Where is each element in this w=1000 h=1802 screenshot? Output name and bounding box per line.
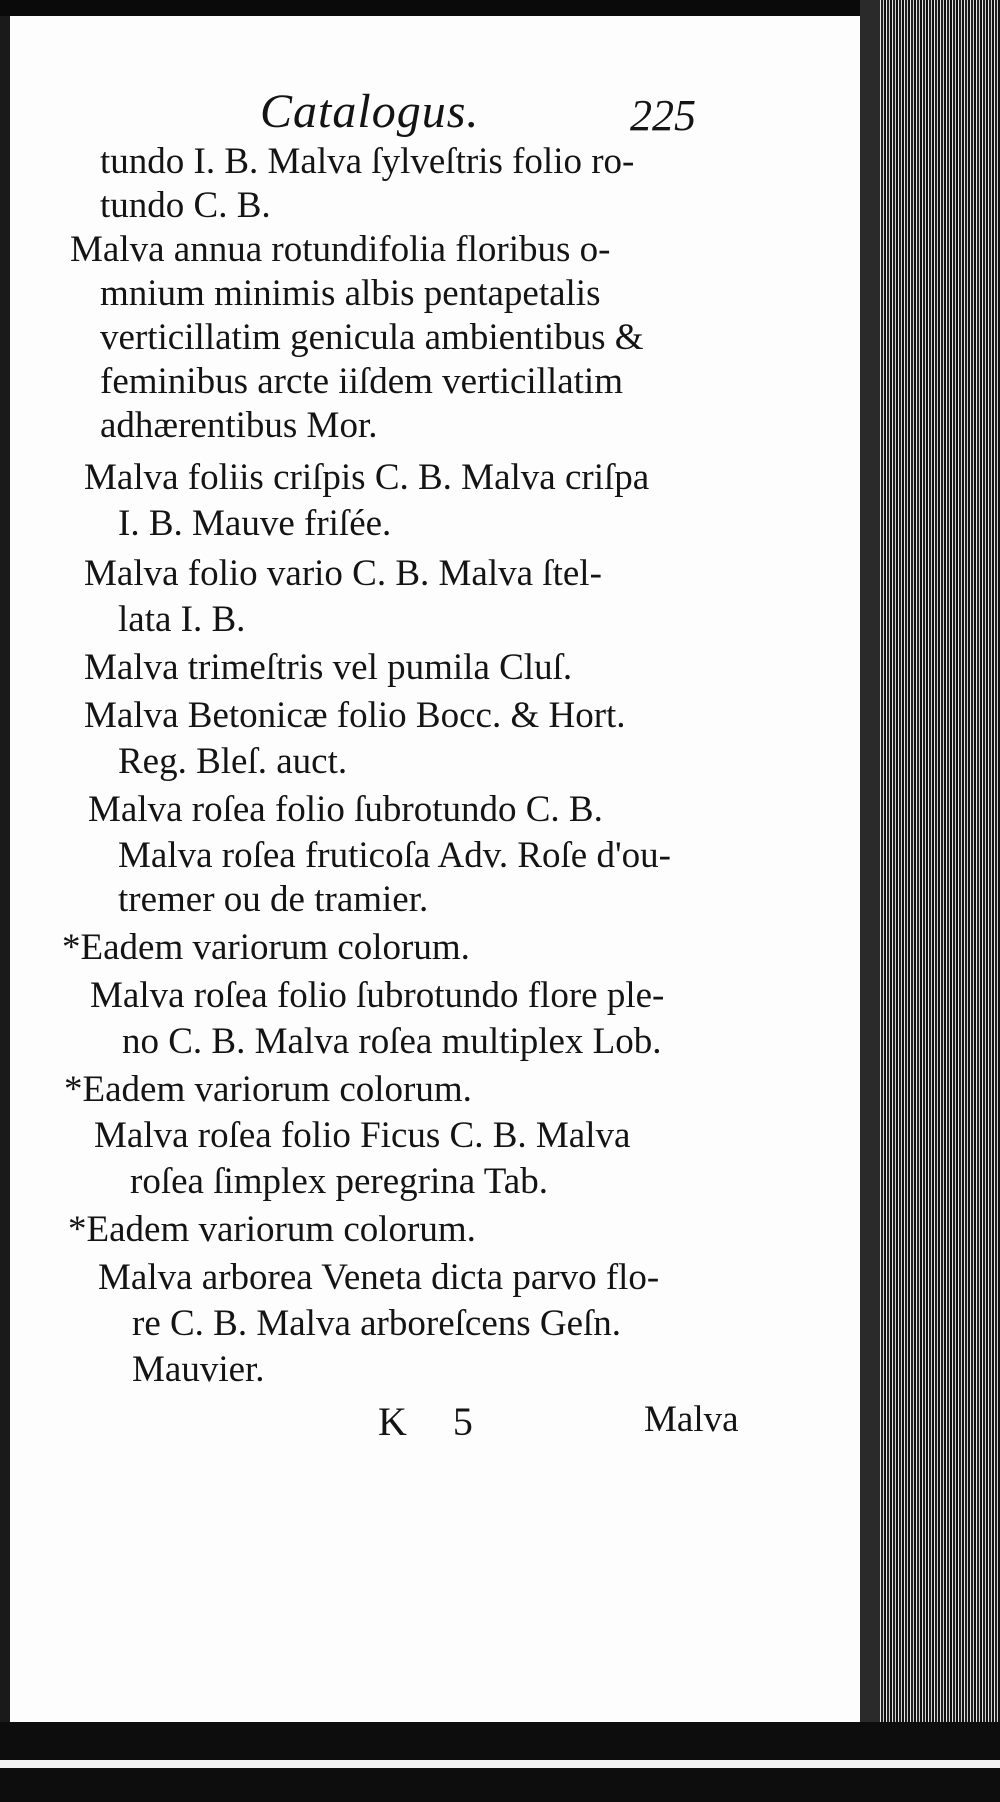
text-line: verticillatim genicula ambientibus & [100, 317, 644, 358]
text-line: Malva trimeſtris vel pumila Cluſ. [84, 647, 573, 688]
text-line: tundo C. B. [100, 185, 271, 226]
text-line: Malva arborea Veneta dicta parvo flo- [98, 1257, 660, 1298]
text-line: adhærentibus Mor. [100, 405, 378, 446]
text-line: Malva roſea folio Ficus C. B. Malva [94, 1115, 631, 1156]
catchword: Malva [644, 1399, 739, 1440]
gutter-shadow [860, 0, 880, 1722]
text-line: *Eadem variorum colorum. [64, 1069, 472, 1110]
scan-top-border [0, 0, 1000, 16]
text-line: roſea ſimplex peregrina Tab. [130, 1161, 548, 1202]
signature-mark: K 5 [378, 1399, 491, 1444]
scan-left-border [0, 16, 10, 1722]
text-line: mnium minimis albis pentapetalis [100, 273, 601, 314]
text-line: *Eadem variorum colorum. [68, 1209, 476, 1250]
text-line: tremer ou de tramier. [118, 879, 429, 920]
text-line: Malva folio vario C. B. Malva ſtel- [84, 553, 602, 594]
text-line: re C. B. Malva arboreſcens Geſn. [132, 1303, 622, 1344]
text-line: tundo I. B. Malva ſylveſtris folio ro- [100, 141, 635, 182]
text-line: Malva Betonicæ folio Bocc. & Hort. [84, 695, 626, 736]
scan-bottom-stripe [0, 1760, 1000, 1768]
text-line: Mauvier. [132, 1349, 265, 1390]
running-title: Catalogus. [260, 85, 480, 138]
text-line: feminibus arcte iiſdem verticillatim [100, 361, 623, 402]
text-line: no C. B. Malva roſea multiplex Lob. [122, 1021, 662, 1062]
text-line: Malva roſea folio ſubrotundo flore ple- [90, 975, 665, 1016]
text-line: lata I. B. [118, 599, 246, 640]
book-fore-edge [860, 0, 1000, 1722]
page-number: 225 [630, 91, 696, 140]
text-line: Malva roſea folio ſubrotundo C. B. [88, 789, 603, 830]
text-line: Malva foliis criſpis C. B. Malva criſpa [84, 457, 650, 498]
text-line: *Eadem variorum colorum. [62, 927, 470, 968]
text-line: Malva annua rotundifolia floribus o- [70, 229, 611, 270]
text-line: Malva roſea fruticoſa Adv. Roſe d'ou- [118, 835, 671, 876]
text-line: I. B. Mauve friſée. [118, 503, 392, 544]
text-line: Reg. Bleſ. auct. [118, 741, 348, 782]
